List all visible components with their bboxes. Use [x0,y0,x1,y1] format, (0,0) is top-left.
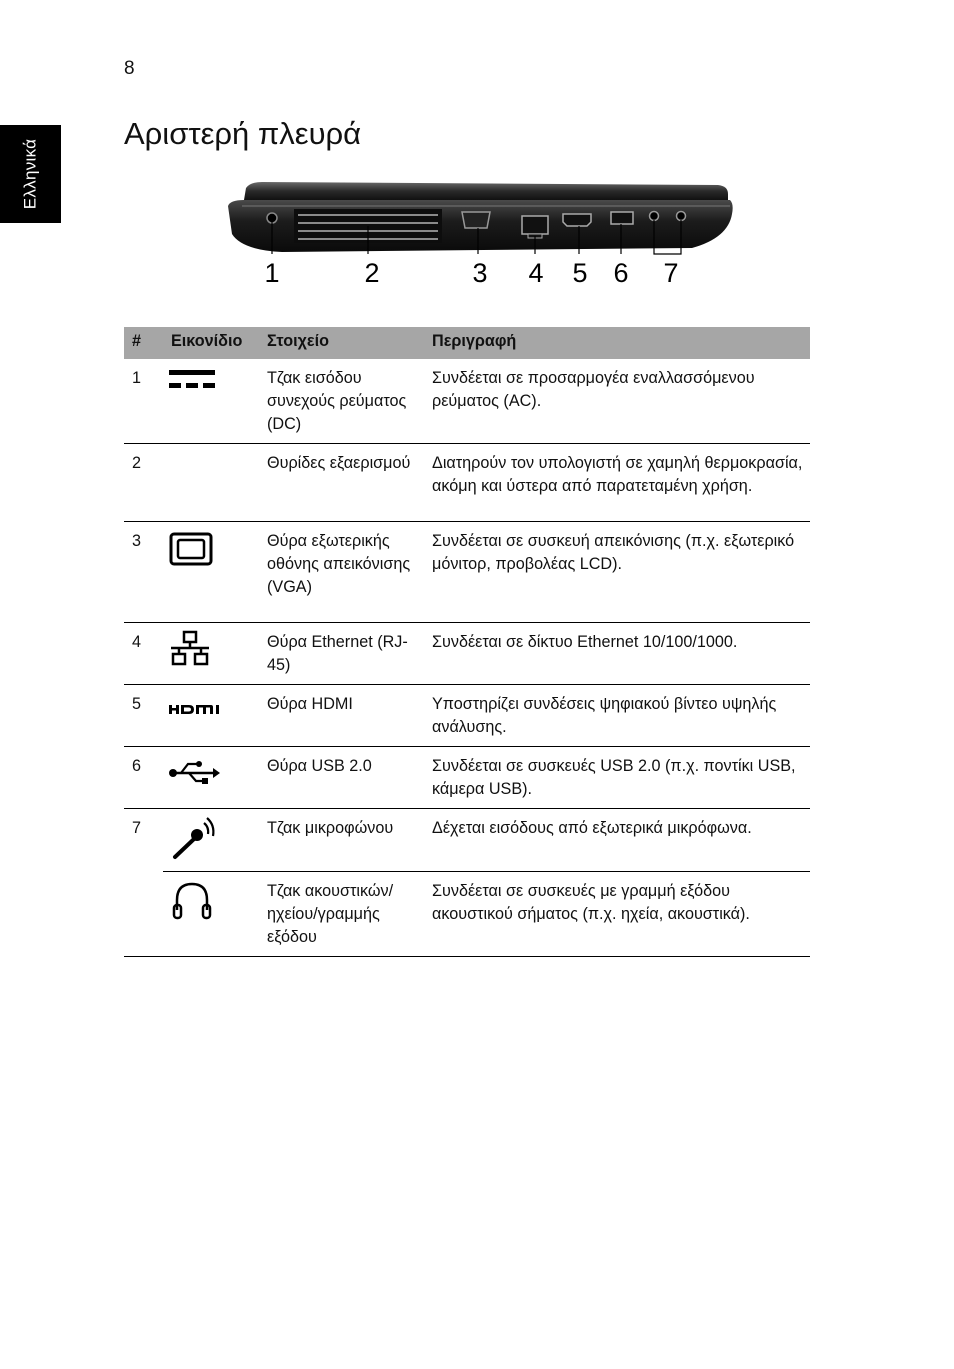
table-header-row [124,327,810,359]
table-row [124,623,810,685]
row-description: Υποστηρίζει συνδέσεις ψηφιακού βίντεο υψηλής ανάλυσης. [424,685,810,747]
usb-icon [167,753,221,787]
table-row [124,809,810,872]
headphones-icon [167,878,217,922]
row-description: Συνδέεται σε προσαρμογέα εναλλασσόμενου ρεύματος (AC). [424,359,810,444]
row-description: Δέχεται εισόδους από εξωτερικά μικρόφωνα. [424,809,810,872]
row-num: 7 [124,809,163,957]
page-title: Αριστερή πλευρά [124,116,362,151]
row-description: Διατηρούν τον υπολογιστή σε χαμηλή θερμοκρασία, ακόμη και ύστερα από παρατεταμένη χρήση. [424,444,810,522]
row-description: Συνδέεται σε δίκτυο Ethernet 10/100/1000. [424,623,810,685]
row-num: 2 [124,444,163,522]
row-item: Τζακ ακουστικών/ηχείου/γραμμής εξόδου [259,872,424,957]
header-description: Περιγραφή [424,327,810,359]
header-item: Στοιχείο [259,327,424,359]
row-num: 5 [124,685,163,747]
microphone-icon [167,815,217,863]
row-item: Θύρα HDMI [259,685,424,747]
row-description: Συνδέεται σε συσκευές με γραμμή εξόδου ακουστικού σήματος (π.χ. ηχεία, ακουστικά). [424,872,810,957]
header-icon: Εικονίδιο [163,327,259,359]
row-item: Θυρίδες εξαερισμού [259,444,424,522]
row-num: 4 [124,623,163,685]
row-item: Θύρα USB 2.0 [259,747,424,809]
table-row [124,522,810,623]
callout-7: 7 [663,258,679,288]
row-description: Συνδέεται σε συσκευή απεικόνισης (π.χ. εξωτερικό μόνιτορ, προβολέας LCD). [424,522,810,623]
row-item: Τζακ εισόδου συνεχούς ρεύματος (DC) [259,359,424,444]
header-num: # [124,327,163,359]
language-side-tab [0,125,61,223]
row-num: 6 [124,747,163,809]
laptop-left-side-illustration [222,176,742,288]
callout-3: 3 [472,258,488,288]
callout-5: 5 [572,258,588,288]
callout-2: 2 [364,258,380,288]
table-row [124,444,810,522]
table-row [124,747,810,809]
vga-monitor-icon [167,528,217,568]
callout-4: 4 [528,258,544,288]
ethernet-network-icon [167,629,217,671]
row-item: Θύρα Ethernet (RJ-45) [259,623,424,685]
dc-power-icon [167,365,217,397]
row-item: Τζακ μικροφώνου [259,809,424,872]
page-number: 8 [124,58,135,79]
table-row [124,872,810,957]
hdmi-logo-icon [167,691,225,721]
row-item: Θύρα εξωτερικής οθόνης απεικόνισης (VGA) [259,522,424,623]
table-row [124,685,810,747]
ports-table [124,327,810,957]
language-side-tab-label: Ελληνικά [20,138,40,210]
row-num: 3 [124,522,163,623]
row-description: Συνδέεται σε συσκευές USB 2.0 (π.χ. ποντίκι USB, κάμερα USB). [424,747,810,809]
table-row [124,359,810,444]
callout-6: 6 [613,258,629,288]
row-num: 1 [124,359,163,444]
callout-1: 1 [264,258,280,288]
